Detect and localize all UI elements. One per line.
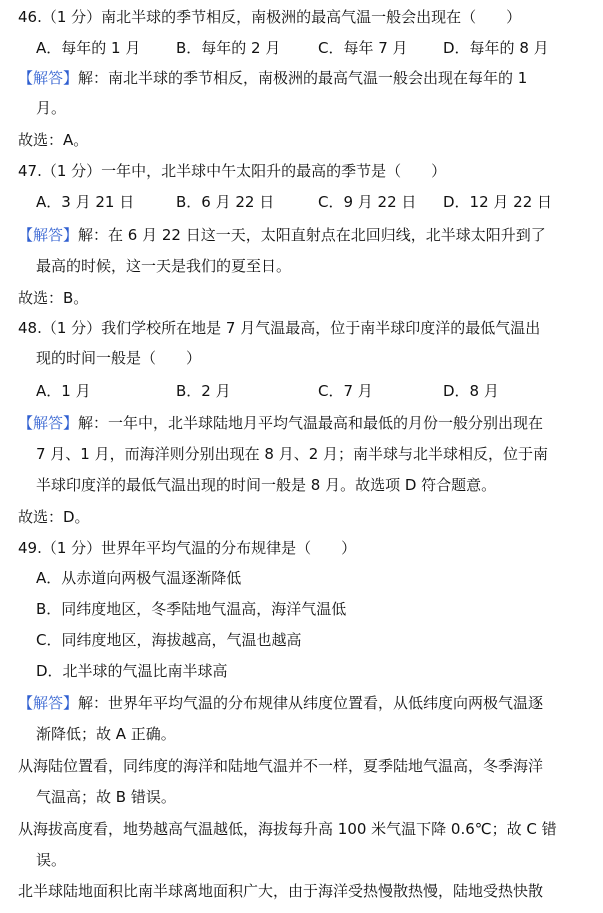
option-46-d: D．每年的 8 月 xyxy=(443,39,549,57)
answer-49-extra-2: 气温高；故 B 错误。 xyxy=(36,788,176,806)
answer-49-extra-4: 误。 xyxy=(36,851,67,869)
question-47-stem: 47.（1 分）一年中，北半球中午太阳升的最高的季节是（ ） xyxy=(18,162,447,180)
answer-tag: 【解答】 xyxy=(18,69,79,87)
option-48-b: B．2 月 xyxy=(176,382,231,400)
question-48-stem-line-2: 现的时间一般是（ ） xyxy=(36,349,202,367)
question-48-stem-line-1: 48.（1 分）我们学校所在地是 7 月气温最高，位于南半球印度洋的最低气温出 xyxy=(18,319,541,337)
answer-48-line-2: 7 月、1 月，而海洋则分别出现在 8 月、2 月；南半球与北半球相反，位于南 xyxy=(36,445,549,463)
answer-49-extra-1: 从海陆位置看，同纬度的海洋和陆地气温并不一样，夏季陆地气温高，冬季海洋 xyxy=(18,757,544,775)
choice-47: 故选：B。 xyxy=(18,289,89,307)
question-46-stem: 46.（1 分）南北半球的季节相反，南极洲的最高气温一般会出现在（ ） xyxy=(18,8,522,26)
answer-tag: 【解答】 xyxy=(18,694,79,712)
answer-49-line-1 xyxy=(18,693,543,713)
option-49-a: A．从赤道向两极气温逐渐降低 xyxy=(36,569,242,587)
option-46-b: B．每年的 2 月 xyxy=(176,39,281,57)
option-47-d: D．12 月 22 日 xyxy=(443,193,553,211)
answer-48-line-1 xyxy=(18,413,543,433)
answer-text: 解：南北半球的季节相反，南极洲的最高气温一般会出现在每年的 1 xyxy=(78,69,528,87)
option-47-b: B．6 月 22 日 xyxy=(176,193,275,211)
answer-49-line-2: 渐降低；故 A 正确。 xyxy=(36,725,176,743)
answer-47-line-2: 最高的时候，这一天是我们的夏至日。 xyxy=(36,257,292,275)
option-49-d: D．北半球的气温比南半球高 xyxy=(36,662,228,680)
answer-text: 解：在 6 月 22 日这一天，太阳直射点在北回归线，北半球太阳升到了 xyxy=(78,226,546,244)
option-48-d: D．8 月 xyxy=(443,382,499,400)
answer-text: 解：世界年平均气温的分布规律从纬度位置看，从低纬度向两极气温逐 xyxy=(78,694,544,712)
answer-46-line-1 xyxy=(18,68,527,88)
answer-tag: 【解答】 xyxy=(18,226,79,244)
option-47-c: C．9 月 22 日 xyxy=(318,193,417,211)
answer-46-line-2: 月。 xyxy=(36,99,67,117)
option-49-b: B．同纬度地区，冬季陆地气温高，海洋气温低 xyxy=(36,600,347,618)
answer-49-extra-3: 从海拔高度看，地势越高气温越低，海拔每升高 100 米气温下降 0.6℃；故 C 错 xyxy=(18,820,557,838)
answer-49-extra-5: 北半球陆地面积比南半球离地面积广大，由于海洋受热慢散热慢，陆地受热快散 xyxy=(18,882,544,900)
choice-46: 故选：A。 xyxy=(18,131,89,149)
option-46-a: A．每年的 1 月 xyxy=(36,39,141,57)
option-48-a: A．1 月 xyxy=(36,382,91,400)
answer-47-line-1 xyxy=(18,225,546,245)
answer-text: 解：一年中，北半球陆地月平均气温最高和最低的月份一般分别出现在 xyxy=(78,414,544,432)
question-49-stem: 49.（1 分）世界年平均气温的分布规律是（ ） xyxy=(18,539,357,557)
option-47-a: A．3 月 21 日 xyxy=(36,193,135,211)
answer-48-line-3: 半球印度洋的最低气温出现的时间一般是 8 月。故选项 D 符合题意。 xyxy=(36,476,497,494)
answer-tag: 【解答】 xyxy=(18,414,79,432)
choice-48: 故选：D。 xyxy=(18,508,90,526)
option-48-c: C．7 月 xyxy=(318,382,373,400)
option-49-c: C．同纬度地区，海拔越高，气温也越高 xyxy=(36,631,302,649)
option-46-c: C．每年 7 月 xyxy=(318,39,408,57)
